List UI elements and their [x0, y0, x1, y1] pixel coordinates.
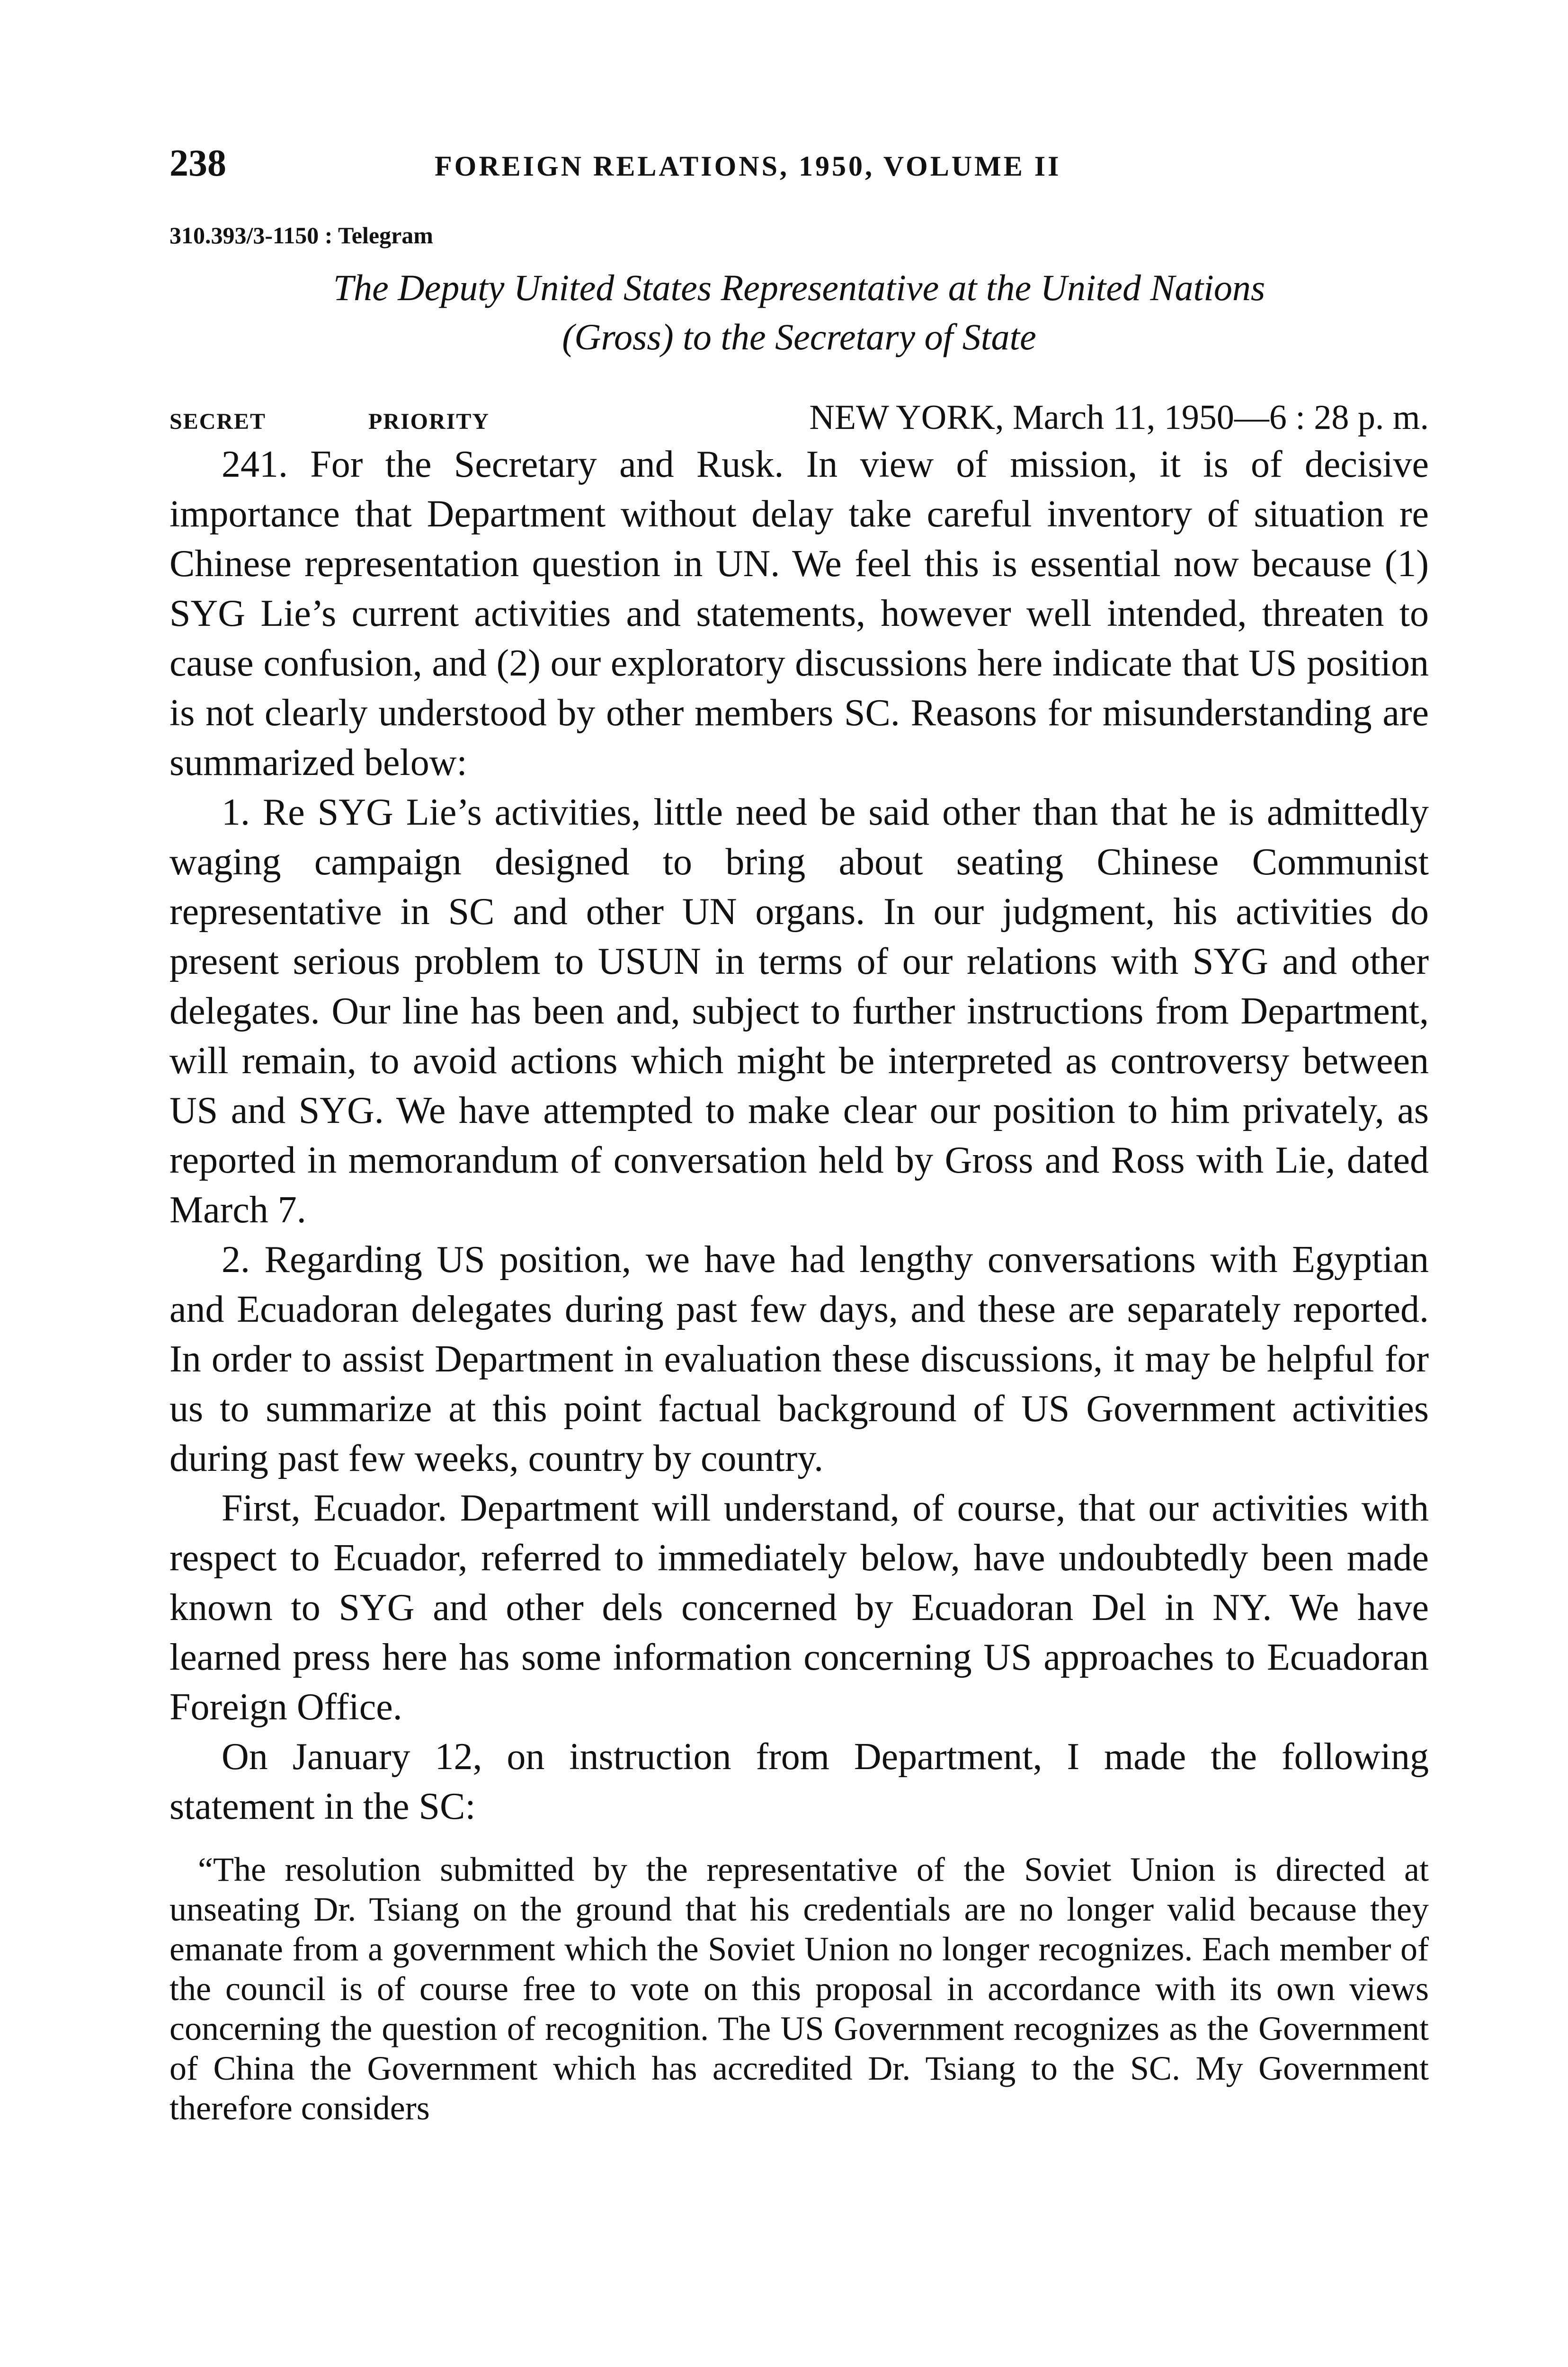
precedence-label: PRIORITY [368, 409, 490, 434]
paragraph: On January 12, on instruction from Department, I made the following statement in the SC: [169, 1736, 1429, 1827]
quoted-statement [169, 1850, 1429, 2128]
paragraph: 241. For the Secretary and Rusk. In view of mission, it is of decisive importance that Department without delay take careful inventory of situation re Chinese representation question in UN. We feel this is essential now because (1) SYG Lie’s current activities and statements, however well intended, threaten to cause confusion, and (2) our exploratory discussions here indicate that US position is not clearly understood by other members SC. Reasons for misunderstanding are summarized below: [169, 444, 1429, 783]
document-page [169, 142, 1429, 2128]
paragraph: 1. Re SYG Lie’s activities, little need be said other than that he is admittedly waging campaign designed to bring about seating Chinese Communist representative in SC and other UN organs. In our judgment, his activities do present serious problem to USUN in terms of our relations with SYG and other delegates. Our line has been and, subject to further instructions from Department, will remain, to avoid actions which might be interpreted as controversy between US and SYG. We have attempted to make clear our position to him privately, as reported in memorandum of conversation held by Gross and Ross with Lie, dated March 7. [169, 792, 1429, 1231]
telegram-body [169, 440, 1429, 1832]
quote-paragraph: “The resolution submitted by the representative of the Soviet Union is directed at unseating Dr. Tsiang on the ground that his credentials are no longer valid because they emanate from a government which the Soviet Union no longer recognizes. Each member of the council is of course free to vote on this proposal in accordance with its own views concerning the question of recognition. The US Government recognizes as the Government of China the Government which has accredited Dr. Tsiang to the SC. My Government therefore considers [169, 1851, 1429, 2127]
file-number: 310.393/3-1150 : Telegram [169, 222, 433, 249]
page-number: 238 [169, 142, 226, 184]
running-title: FOREIGN RELATIONS, 1950, VOLUME II [435, 151, 1061, 182]
running-head [169, 142, 1429, 194]
dateline [169, 398, 1429, 438]
paragraph: 2. Regarding US position, we have had lengthy conversations with Egyptian and Ecuadoran delegates during past few days, and these are separately reported. In order to assist Department in evaluation these discussions, it may be helpful for us to summarize at this point factual background of US Government activities during past few weeks, country by country. [169, 1239, 1429, 1479]
classification-label: SECRET [169, 409, 267, 434]
document-title [169, 263, 1429, 362]
place-and-date: NEW YORK, March 11, 1950—6 : 28 p. m. [809, 398, 1429, 437]
document-title-line-1: The Deputy United States Representative at the United Nations [333, 267, 1265, 308]
document-title-line-2: (Gross) to the Secretary of State [562, 316, 1036, 357]
paragraph: First, Ecuador. Department will understand, of course, that our activities with respect to Ecuador, referred to immediately below, have undoubtedly been made known to SYG and other dels concerned by Ecuadoran Del in NY. We have learned press here has some information concerning US approaches to Ecuadoran Foreign Office. [169, 1487, 1429, 1728]
